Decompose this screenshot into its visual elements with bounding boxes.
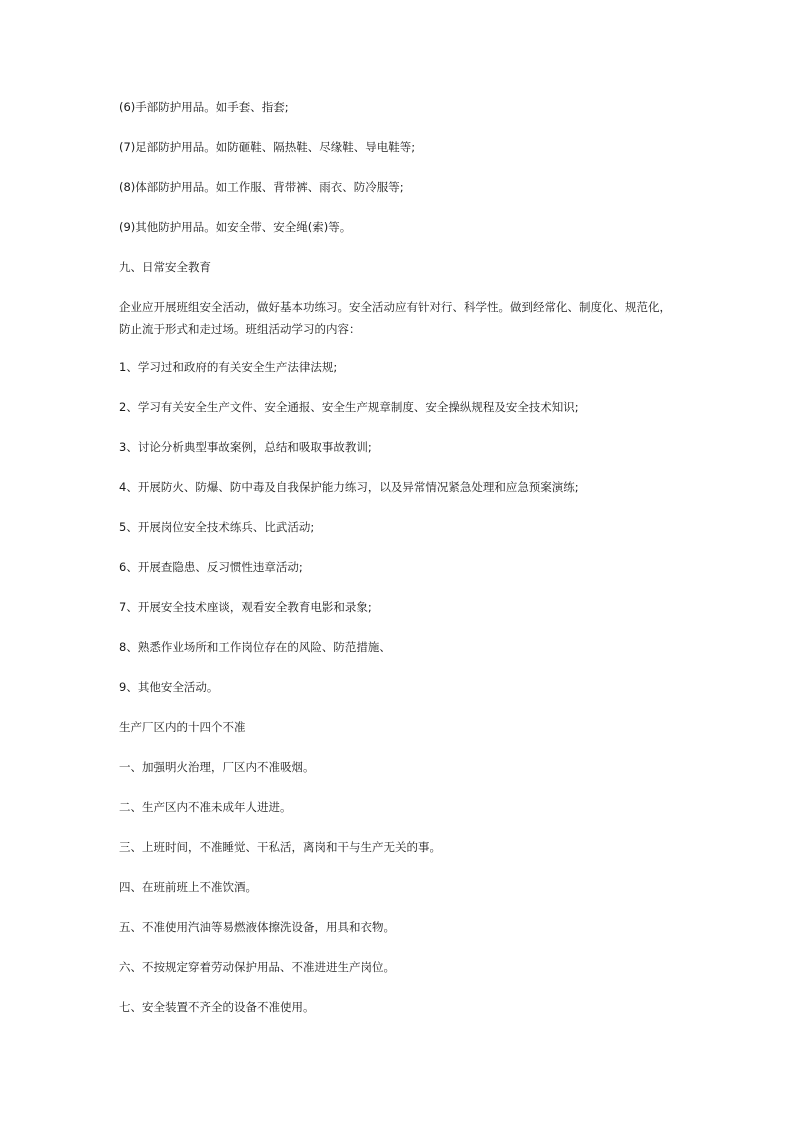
rule-item-6: 六、不按规定穿着劳动保护用品、不准进进生产岗位。 <box>119 960 395 974</box>
list-item-2: 2、学习有关安全生产文件、安全通报、安全生产规章制度、安全操纵规程及安全技术知识; <box>119 400 579 414</box>
list-item-5: 5、开展岗位安全技术练兵、比武活动; <box>119 520 315 534</box>
list-item-other-protection: (9)其他防护用品。如安全带、安全绳(索)等。 <box>119 220 352 234</box>
document-body <box>119 98 679 1038</box>
rule-item-4: 四、在班前班上不准饮酒。 <box>119 880 257 894</box>
list-item-1: 1、学习过和政府的有关安全生产法律法规; <box>119 360 338 374</box>
list-item-8: 8、熟悉作业场所和工作岗位存在的风险、防范措施、 <box>119 640 391 654</box>
section-heading-daily-safety-education: 九、日常安全教育 <box>119 260 211 274</box>
list-item-9: 9、其他安全活动。 <box>119 680 219 694</box>
list-item-7: 7、开展安全技术座谈，观看安全教育电影和录象; <box>119 600 372 614</box>
list-item-foot-protection: (7)足部防护用品。如防砸鞋、隔热鞋、尽缘鞋、导电鞋等; <box>119 140 416 154</box>
body-paragraph-team-activities: 企业应开展班组安全活动，做好基本功练习。安全活动应有针对行、科学性。做到经常化、制度化、规范化，防止流于形式和走过场。班组活动学习的内容： <box>119 300 671 336</box>
rule-item-1: 一、加强明火治理，厂区内不准吸烟。 <box>119 760 315 774</box>
rule-item-5: 五、不准使用汽油等易燃液体擦洗设备，用具和衣物。 <box>119 920 395 934</box>
rule-item-2: 二、生产区内不准未成年人进进。 <box>119 800 292 814</box>
list-item-hand-protection: (6)手部防护用品。如手套、指套; <box>119 100 289 114</box>
list-item-4: 4、开展防火、防爆、防中毒及自我保护能力练习，以及异常情况紧急处理和应急预案演练; <box>119 480 579 494</box>
list-item-6: 6、开展查隐患、反习惯性违章活动; <box>119 560 303 574</box>
rule-item-3: 三、上班时间，不准睡觉、干私活，离岗和干与生产无关的事。 <box>119 840 441 854</box>
list-item-body-protection: (8)体部防护用品。如工作服、背带裤、雨衣、防冷服等; <box>119 180 404 194</box>
rule-item-7: 七、安全装置不齐全的设备不准使用。 <box>119 1000 315 1014</box>
list-item-3: 3、讨论分析典型事故案例，总结和吸取事故教训; <box>119 440 372 454</box>
section-heading-fourteen-prohibitions: 生产厂区内的十四个不准 <box>119 720 246 734</box>
